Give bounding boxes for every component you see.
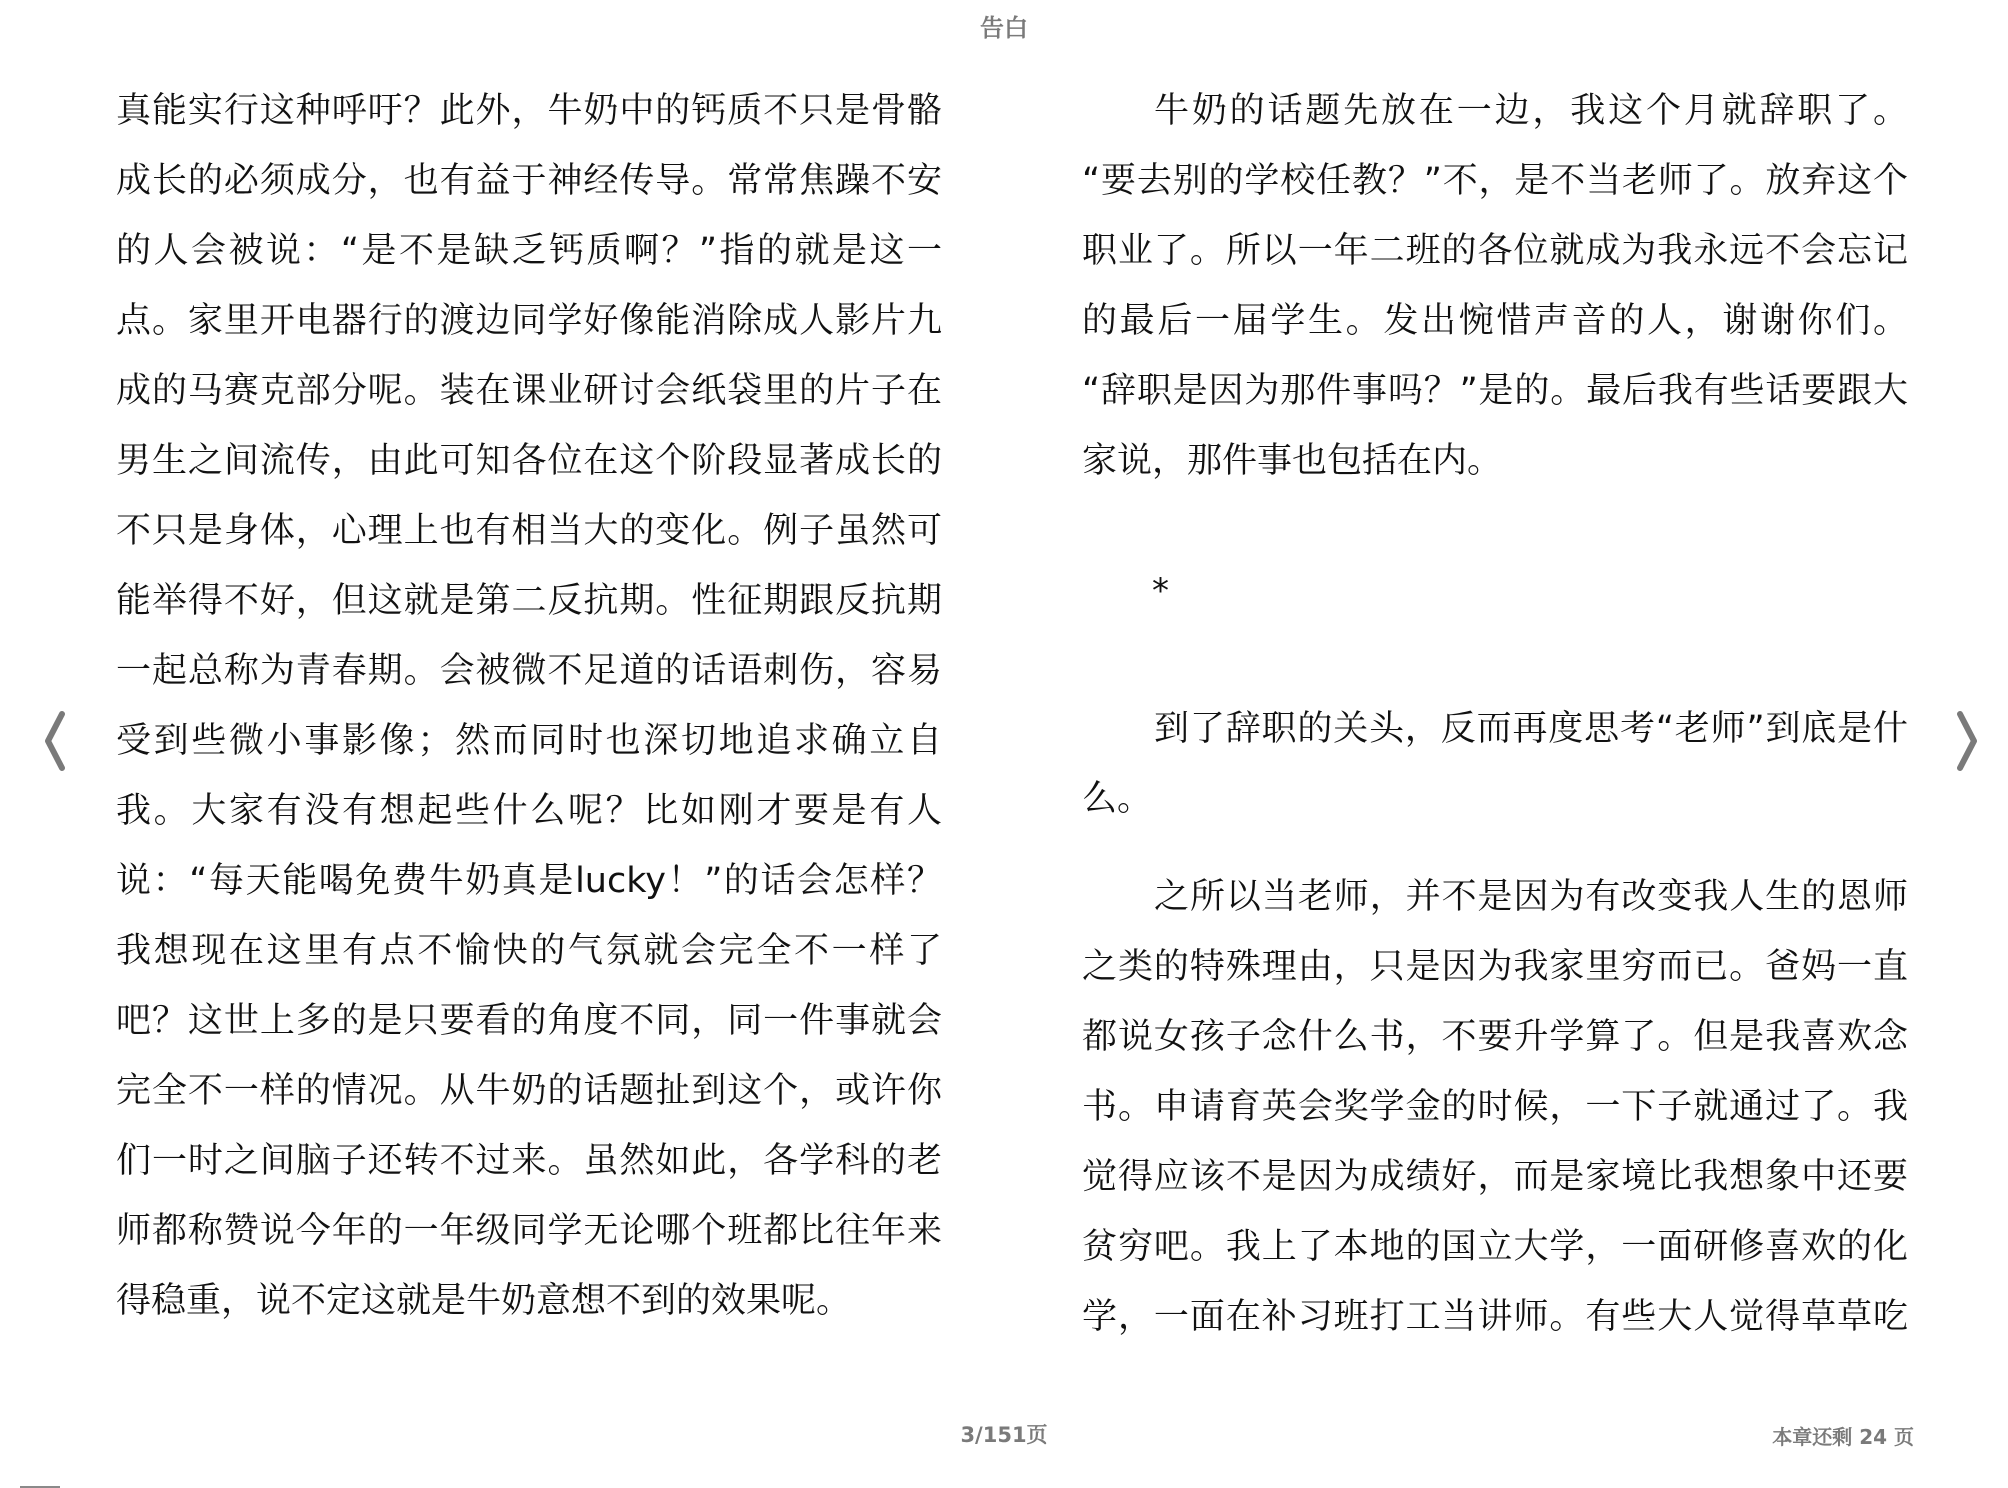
text-line: 我。大家有没有想起些什么呢？比如刚才要是有人 xyxy=(116,791,942,831)
text-line: 职业了。所以一年二班的各位就成为我永远不会忘记 xyxy=(1082,231,1908,271)
text-line: 不只是身体，心理上也有相当大的变化。例子虽然可 xyxy=(116,511,942,551)
text-line: 家说，那件事也包括在内。 xyxy=(1082,441,1503,481)
paragraph-first-line: 牛奶的话题先放在一边，我这个月就辞职了。 xyxy=(1154,91,1908,131)
text-line: 们一时之间脑子还转不过来。虽然如此，各学科的老 xyxy=(116,1141,942,1181)
chapter-title: 告白 xyxy=(980,14,1028,42)
text-line: 能举得不好，但这就是第二反抗期。性征期跟反抗期 xyxy=(116,581,942,621)
text-line: 么。 xyxy=(1082,779,1153,819)
text-line: 得稳重，说不定这就是牛奶意想不到的效果呢。 xyxy=(116,1281,852,1321)
text-line: 成的马赛克部分呢。装在课业研讨会纸袋里的片子在 xyxy=(116,371,942,411)
text-line: 点。家里开电器行的渡边同学好像能消除成人影片九 xyxy=(116,301,942,341)
text-line: 一起总称为青春期。会被微不足道的话语刺伤，容易 xyxy=(116,651,942,691)
text-line: 说：“每天能喝免费牛奶真是lucky！”的话会怎样？ xyxy=(116,861,942,901)
text-line: 的人会被说：“是不是缺乏钙质啊？”指的就是这一 xyxy=(116,231,942,271)
previous-page-button[interactable] xyxy=(34,706,74,776)
text-line: 师都称赞说今年的一年级同学无论哪个班都比往年来 xyxy=(116,1211,942,1251)
text-line: 都说女孩子念什么书，不要升学算了。但是我喜欢念 xyxy=(1082,1017,1908,1057)
text-line: 完全不一样的情况。从牛奶的话题扯到这个，或许你 xyxy=(116,1071,942,1111)
text-line: 男生之间流传，由此可知各位在这个阶段显著成长的 xyxy=(116,441,942,481)
text-line: 真能实行这种呼吁？此外，牛奶中的钙质不只是骨骼 xyxy=(116,91,942,131)
text-line: 成长的必须成分，也有益于神经传导。常常焦躁不安 xyxy=(116,161,942,201)
text-line: 书。申请育英会奖学金的时候，一下子就通过了。我 xyxy=(1082,1087,1908,1127)
text-line: 受到些微小事影像；然而同时也深切地追求确立自 xyxy=(116,721,942,761)
text-line: “辞职是因为那件事吗？”是的。最后我有些话要跟大 xyxy=(1082,371,1908,411)
page-indicator: 3/151页 xyxy=(960,1423,1048,1447)
text-line: 觉得应该不是因为成绩好，而是家境比我想象中还要 xyxy=(1082,1157,1908,1197)
text-line: 的最后一届学生。发出惋惜声音的人，谢谢你们。 xyxy=(1082,301,1908,341)
chevron-left-icon xyxy=(34,706,74,776)
paragraph-first-line: 之所以当老师，并不是因为有改变我人生的恩师 xyxy=(1154,877,1908,917)
next-page-button[interactable] xyxy=(1948,706,1988,776)
chevron-right-icon xyxy=(1948,706,1988,776)
chapter-remaining-pages: 本章还剩 24 页 xyxy=(1772,1425,1914,1449)
text-line: 我想现在这里有点不愉快的气氛就会完全不一样了 xyxy=(116,931,942,971)
text-line: 学，一面在补习班打工当讲师。有些大人觉得草草吃 xyxy=(1082,1297,1908,1337)
section-separator: * xyxy=(1152,571,1169,611)
text-line: 吧？这世上多的是只要看的角度不同，同一件事就会 xyxy=(116,1001,942,1041)
text-line: 贫穷吧。我上了本地的国立大学，一面研修喜欢的化 xyxy=(1082,1227,1908,1267)
text-line: “要去别的学校任教？”不，是不当老师了。放弃这个 xyxy=(1082,161,1908,201)
text-line: 之类的特殊理由，只是因为我家里穷而已。爸妈一直 xyxy=(1082,947,1908,987)
paragraph-first-line: 到了辞职的关头，反而再度思考“老师”到底是什 xyxy=(1154,709,1908,749)
